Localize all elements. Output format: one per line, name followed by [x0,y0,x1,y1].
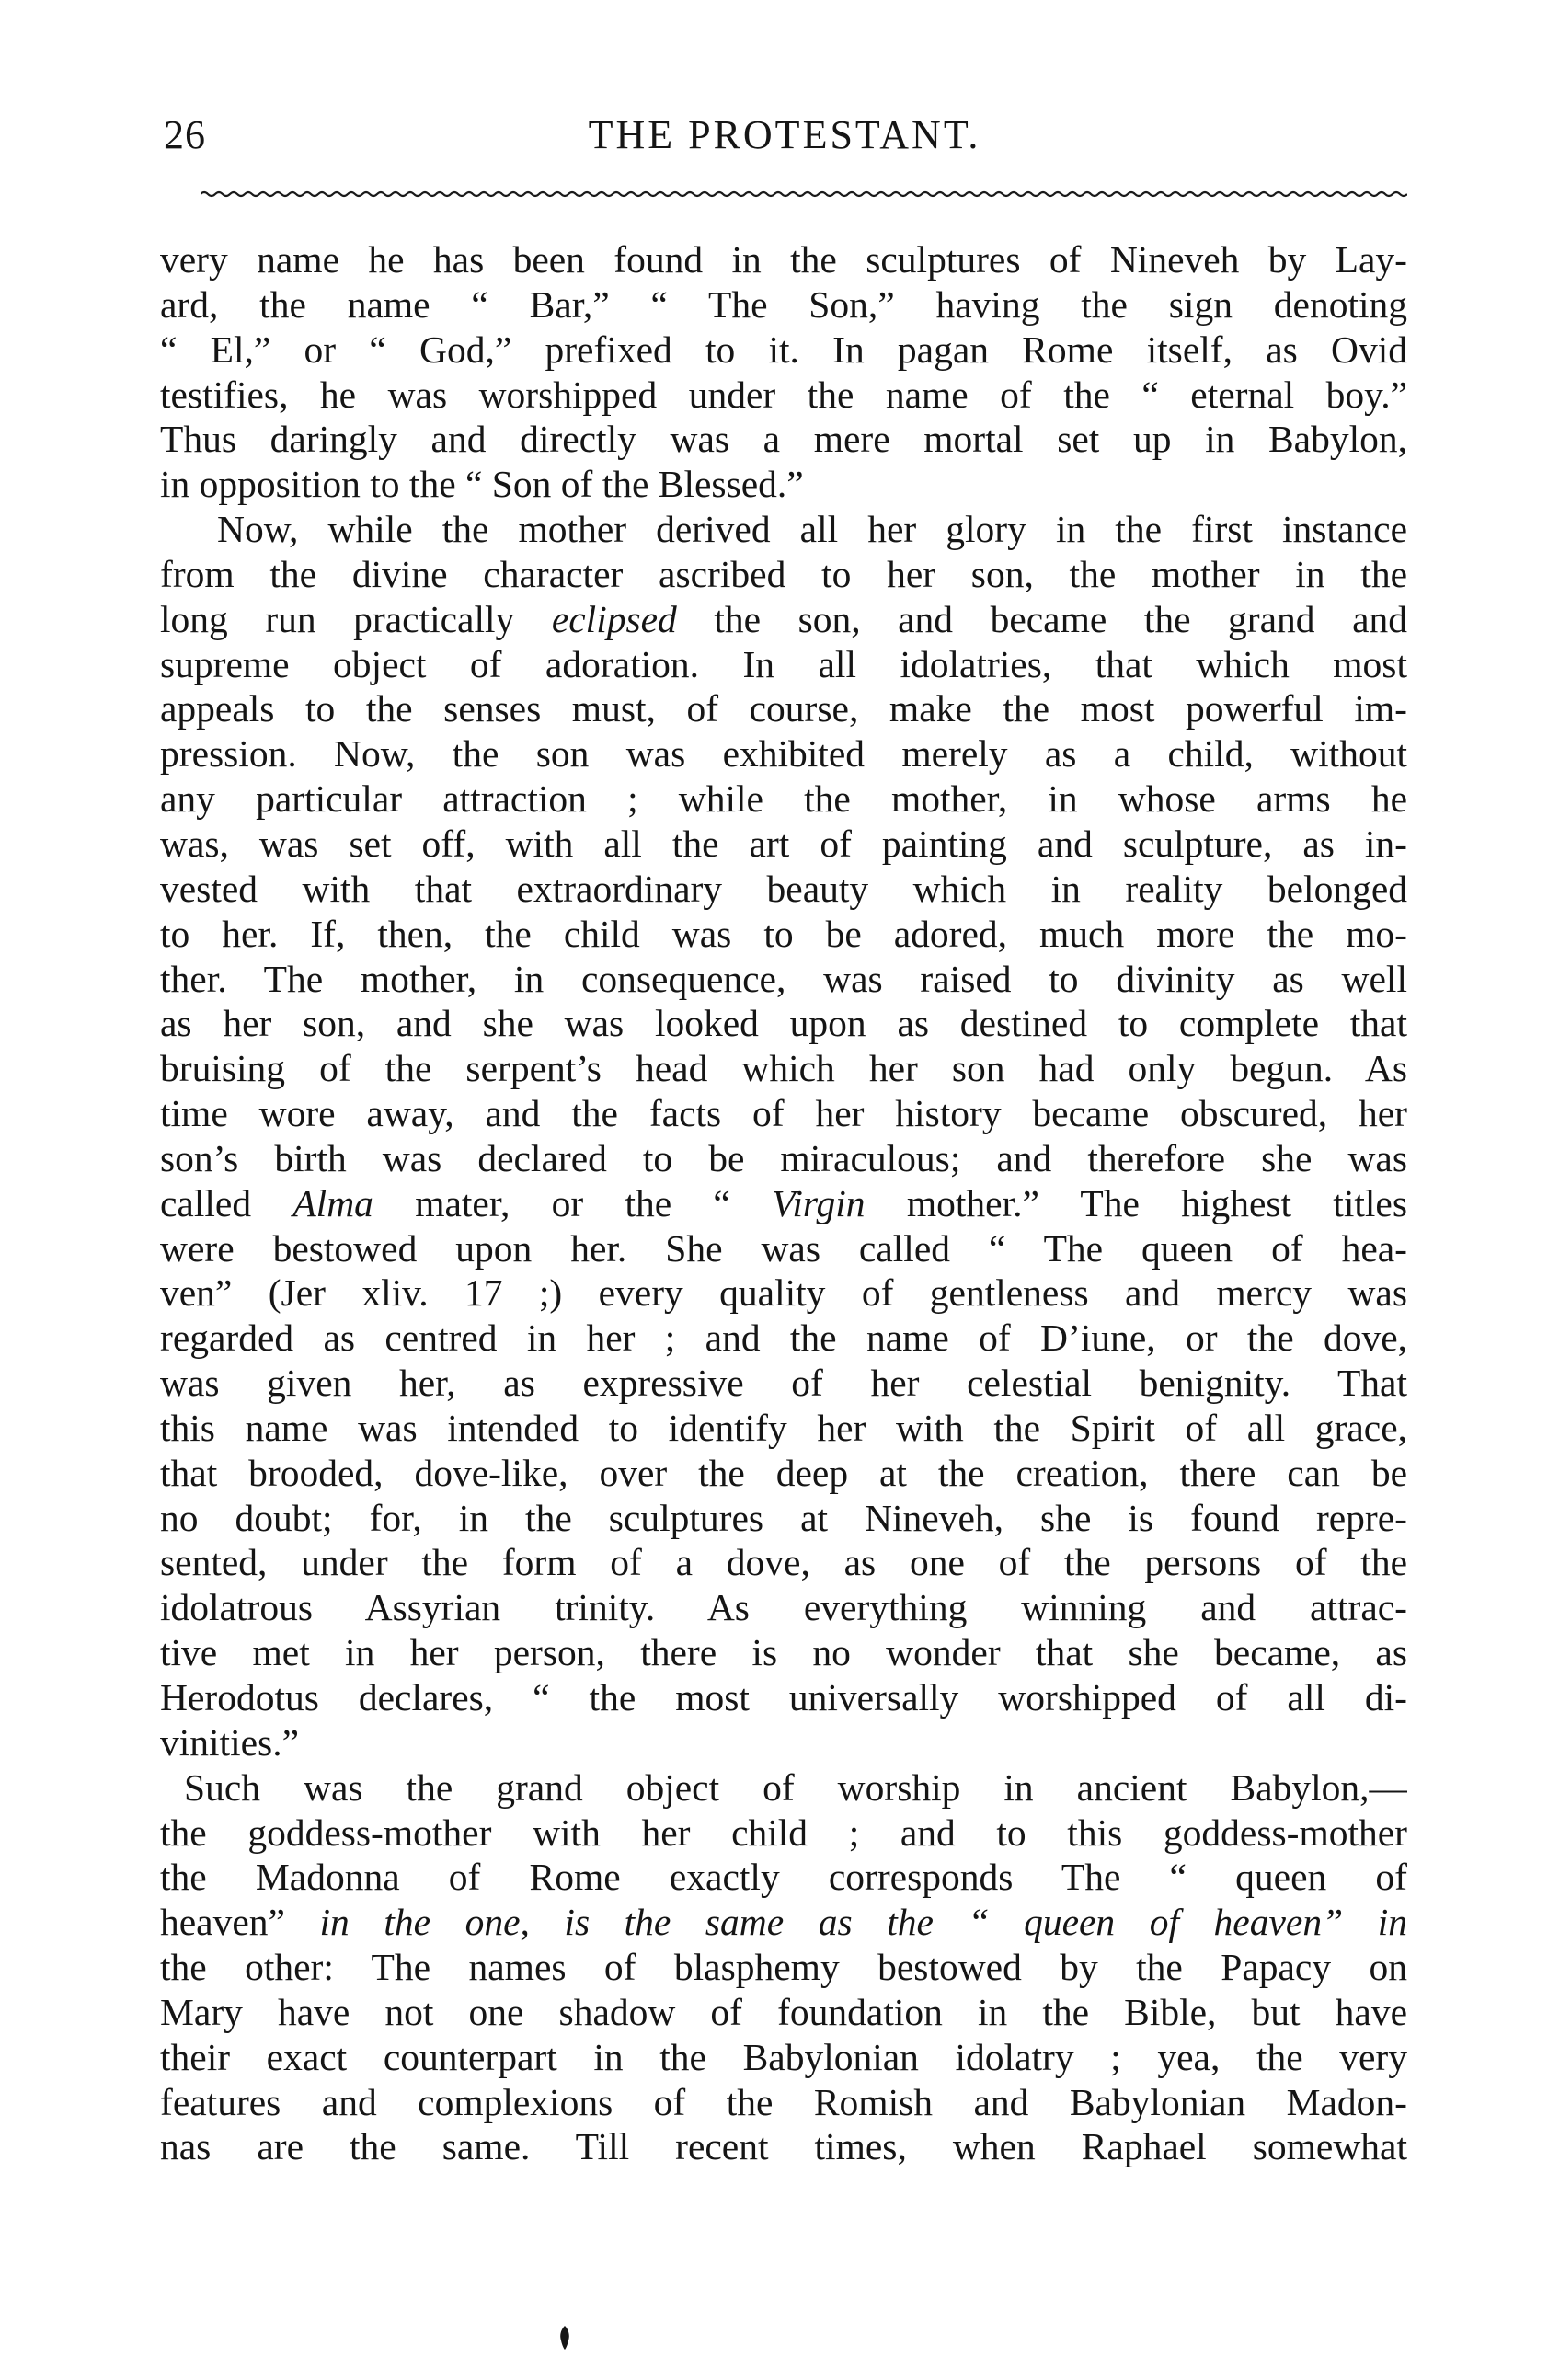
text-segment: heaven” [160,1901,320,1944]
text-line [160,1046,1407,1091]
text-line [160,462,1407,507]
text-line [160,1945,1407,1990]
text-segment: very name he has been found in the sculptures of Nineveh by Lay- [160,238,1407,281]
text-line [160,1451,1407,1496]
text-segment: as her son, and she was looked upon as destined to complete that [160,1002,1407,1045]
text-segment: pression. Now, the son was exhibited merely as a child, without [160,732,1407,776]
text-line [160,1811,1407,1856]
text-segment: were bestowed upon her. She was called “ The queen of hea- [160,1226,1407,1270]
text-segment: Mary have not one shadow of foundation in the Bible, but have [160,1990,1407,2033]
text-line [160,776,1407,822]
text-line [160,731,1407,776]
text-line [160,1406,1407,1451]
text-segment: ther. The mother, in consequence, was raised to divinity as well [160,957,1407,1000]
text-segment: vinities.” [160,1720,299,1764]
text-segment: ven” (Jer xliv. 17 ;) every quality of gentleness and mercy was [160,1271,1407,1315]
text-line [160,417,1407,462]
body-text [160,237,1407,2169]
text-segment: the Madonna of Rome exactly corresponds The “ queen of [160,1856,1407,1899]
text-line [160,1675,1407,1720]
text-line [160,1136,1407,1181]
text-line [160,1540,1407,1585]
text-line [160,1900,1407,1945]
text-line [160,1855,1407,1900]
text-segment: time wore away, and the facts of her history became obscured, her [160,1092,1407,1135]
text-line [160,1765,1407,1811]
text-segment: in opposition to the “ Son of the Blessed.” [160,463,804,506]
text-line [160,1270,1407,1316]
text-line [160,1720,1407,1765]
text-segment: Now, while the mother derived all her glory in the first instance [217,508,1407,551]
text-segment: testifies, he was worshipped under the name of the “ eternal boy.” [160,373,1407,416]
text-line [160,1361,1407,1406]
text-line [160,642,1407,687]
italic-text: eclipsed [551,597,677,640]
text-segment: nas are the same. Till recent times, when Raphael somewhat [160,2125,1407,2168]
page-number: 26 [164,112,206,157]
text-segment: supreme object of adoration. In all idolatries, that which most [160,642,1407,685]
italic-text: Virgin [772,1181,866,1224]
text-line [160,2035,1407,2080]
text-line [160,373,1407,418]
text-line [160,1496,1407,1541]
text-segment: Thus daringly and directly was a mere mortal set up in Babylon, [160,418,1407,461]
text-segment: was given her, as expressive of her celestial benignity. That [160,1362,1407,1405]
text-segment: called [160,1181,293,1224]
text-line [160,1630,1407,1675]
text-line [160,957,1407,1002]
text-line [160,1316,1407,1361]
text-line [160,282,1407,328]
printer-mark-icon [556,2324,574,2351]
text-segment: regarded as centred in her ; and the name of D’iune, or the dove, [160,1316,1407,1360]
text-segment: was, was set off, with all the art of painting and sculpture, as in- [160,822,1407,865]
text-segment: that brooded, dove-like, over the deep at the creation, there can be [160,1451,1407,1494]
text-segment: features and complexions of the Romish and Babylonian Madon- [160,2080,1407,2123]
text-segment: any particular attraction ; while the mother, in whose arms he [160,777,1407,821]
text-line [160,1091,1407,1136]
text-line [160,912,1407,957]
italic-text: Alma [292,1181,373,1224]
text-segment: the son, and became the grand and [676,597,1407,640]
text-line [160,867,1407,912]
text-segment: from the divine character ascribed to her son, the mother in the [160,552,1407,595]
text-line [160,1585,1407,1630]
text-segment: son’s birth was declared to be miraculous; and therefore she was [160,1136,1407,1179]
text-segment: ard, the name “ Bar,” “ The Son,” having the sign denoting [160,282,1407,326]
text-segment: tive met in her person, there is no wonder that she became, as [160,1631,1407,1674]
text-segment: bruising of the serpent’s head which her son had only begun. As [160,1047,1407,1090]
header-wavy-rule [201,190,1407,199]
text-segment: their exact counterpart in the Babylonian idolatry ; yea, the very [160,2035,1407,2078]
text-line [160,1181,1407,1226]
text-segment: appeals to the senses must, of course, make the most powerful im- [160,687,1407,730]
text-line [160,822,1407,867]
text-segment: Such was the grand object of worship in ancient Babylon,— [184,1765,1407,1809]
text-line [160,552,1407,597]
text-segment: the goddess-mother with her child ; and to this goddess-mother [160,1811,1407,1854]
text-segment: vested with that extraordinary beauty which in reality belonged [160,867,1407,910]
text-segment: the other: The names of blasphemy bestowed by the Papacy on [160,1946,1407,1989]
text-line [160,2124,1407,2169]
text-line [160,1990,1407,2035]
text-line [160,2080,1407,2125]
text-segment: “ El,” or “ God,” prefixed to it. In pagan Rome itself, as Ovid [160,328,1407,371]
text-line [160,597,1407,642]
text-line [160,237,1407,282]
text-segment: no doubt; for, in the sculptures at Nineveh, she is found repre- [160,1496,1407,1539]
text-segment: mater, or the “ [373,1181,773,1224]
page-header [164,103,1405,167]
text-segment: idolatrous Assyrian trinity. As everything winning and attrac- [160,1586,1407,1629]
text-segment: long run practically [160,597,552,640]
text-line [160,328,1407,373]
text-segment: mother.” The highest titles [865,1181,1407,1224]
text-line [160,686,1407,731]
text-line [160,507,1407,552]
text-segment: sented, under the form of a dove, as one of the persons of the [160,1541,1407,1584]
running-title: THE PROTESTANT. [588,112,981,157]
text-segment: Herodotus declares, “ the most universally worshipped of all di- [160,1676,1407,1719]
text-segment: this name was intended to identify her with the Spirit of all grace, [160,1406,1407,1449]
text-line [160,1001,1407,1046]
text-segment: to her. If, then, the child was to be adored, much more the mo- [160,912,1407,955]
text-line [160,1226,1407,1271]
italic-text: in the one, is the same as the “ queen of heaven” in [319,1901,1407,1944]
